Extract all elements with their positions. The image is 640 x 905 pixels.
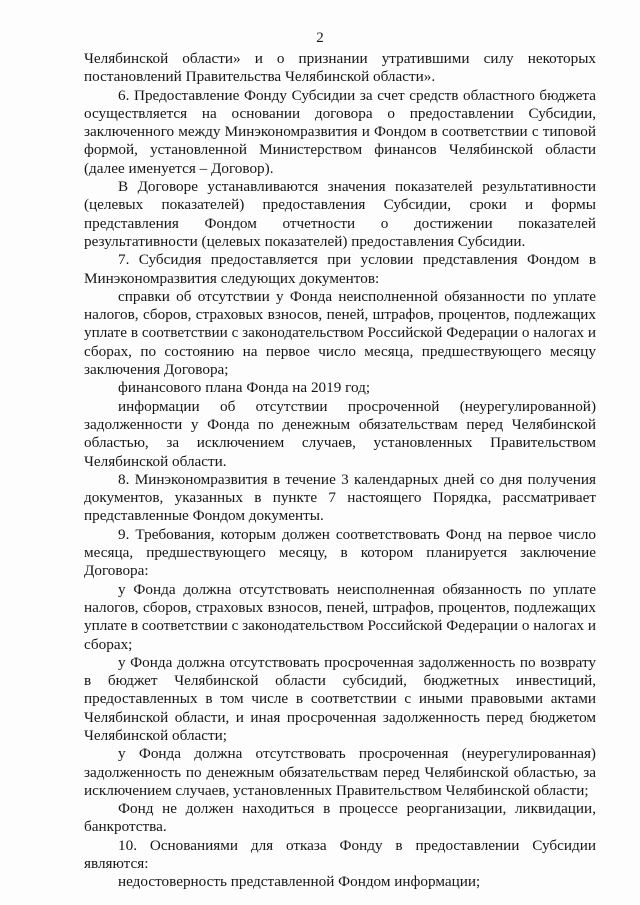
paragraph-agreement-indicators: В Договоре устанавливаются значения показателей результативности (целевых показателей) предоставления Субсидии, сроки и формы представления Фондом отчетности о достижении показателей результативности (целевых показателей) предоставления Субсидии. — [84, 178, 596, 250]
paragraph-7: 7. Субсидия предоставляется при условии представления Фондом в Минэкономразвития следующих документов: — [84, 251, 596, 287]
paragraph-6: 6. Предоставление Фонду Субсидии за счет средств областного бюджета осуществляется на основании договора о предоставлении Субсидии, заключенного между Минэкономразвития и Фондом в соответствии с типовой формой, установленной Министерством финансов Челябинской области (далее именуется – Договор). — [84, 86, 596, 177]
paragraph-8: 8. Минэкономразвития в течение 3 календарных дней со дня получения документов, указанных в пункте 7 настоящего Порядка, рассматривает представленные Фондом документы. — [84, 470, 596, 525]
paragraph-9: 9. Требования, которым должен соответствовать Фонд на первое число месяца, предшествующего месяцу, в котором планируется заключение Договора: — [84, 525, 596, 580]
document-body — [84, 50, 596, 892]
refusal-reason-inaccuracy: недостоверность представленной Фондом информации; — [118, 873, 481, 891]
requirement-no-reorganization: Фонд не должен находиться в процессе реорганизации, ликвидации, банкротства. — [84, 800, 596, 836]
requirement-no-tax-debt: у Фонда должна отсутствовать неисполненная обязанность по уплате налогов, сборов, страховых взносов, пеней, штрафов, процентов, подлежащих уплате в соответствии с законодательством Российской Федерации о налогах и сборах; — [84, 580, 596, 653]
paragraph-10: 10. Основаниями для отказа Фонду в предоставлении Субсидии являются: — [84, 836, 596, 873]
paragraph-continuation: Челябинской области» и о признании утратившими силу некоторых постановлений Правительства Челябинской области». — [84, 50, 596, 86]
list-item-debt-information: информации об отсутствии просроченной (неурегулированной) задолженности у Фонда по денежным обязательствам перед Челябинской областью, за исключением случаев, установленных Правительством Челябинской области. — [84, 397, 596, 470]
list-item-financial-plan: финансового плана Фонда на 2019 год; — [118, 379, 371, 397]
page-number: 2 — [316, 30, 324, 46]
list-item-tax-certificate: справки об отсутствии у Фонда неисполненной обязанности по уплате налогов, сборов, страховых взносов, пеней, штрафов, процентов, подлежащих уплате в соответствии с законодательством Российской Федерации о налогах и сборах, по состоянию на первое число месяца, предшествующего месяцу заключения Договора; — [84, 287, 596, 379]
requirement-no-monetary-debt: у Фонда должна отсутствовать просроченная (неурегулированная) задолженность по денежным обязательствам перед Челябинской областью, за исключением случаев, установленных Правительством Челябинской области; — [84, 745, 596, 799]
requirement-no-budget-debt: у Фонда должна отсутствовать просроченная задолженность по возврату в бюджет Челябинской области субсидий, бюджетных инвестиций, предоставленных в том числе в соответствии с иными правовыми актами Челябинской области, и иная просроченная задолженность перед бюджетом Челябинской области; — [84, 653, 596, 744]
